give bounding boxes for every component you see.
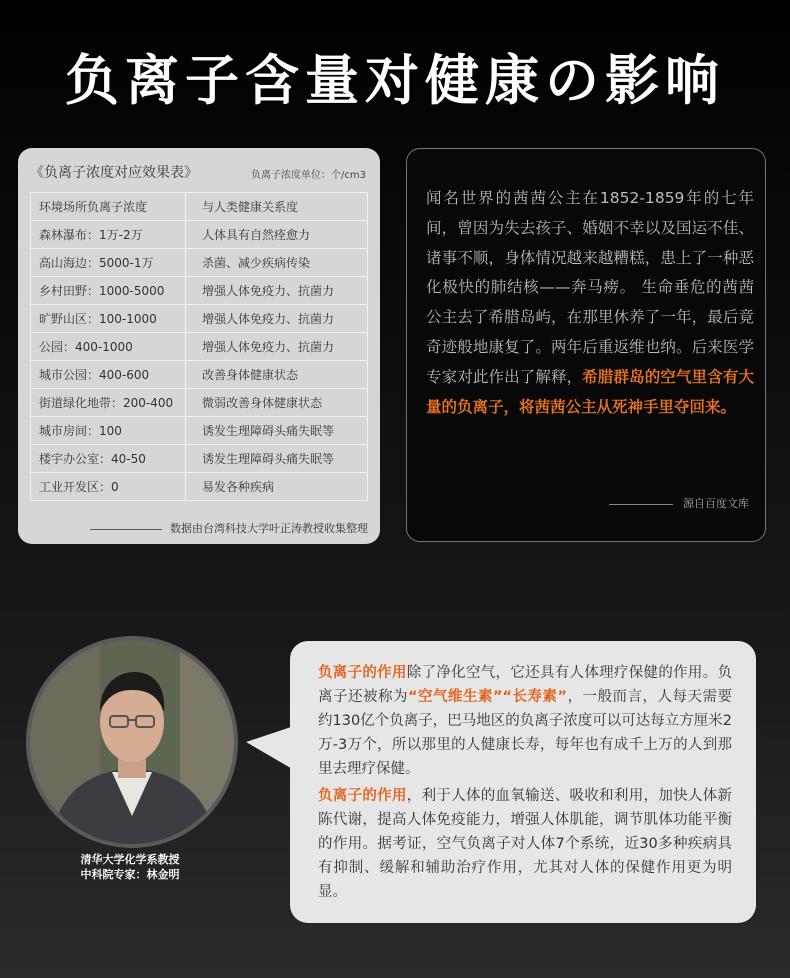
- page-title: 负离子含量对健康の影响: [65, 48, 725, 112]
- paragraph-label: 负离子的作用: [318, 788, 407, 804]
- term-longevity: “长寿素”: [502, 689, 568, 705]
- effect-table: [30, 192, 368, 501]
- cell-effect: 人体具有自然痊愈力: [186, 221, 368, 249]
- table-row: [31, 305, 368, 333]
- paragraph-text: 除了净化空气，它还具有人体理疗保健的作用。负离子还被称为: [318, 665, 733, 705]
- table-source: [18, 520, 368, 536]
- expert-photo: [26, 636, 238, 848]
- cell-effect: 杀菌、减少疾病传染: [186, 249, 368, 277]
- cell-effect: 改善身体健康状态: [186, 361, 368, 389]
- cell-concentration: 旷野山区：100-1000: [31, 305, 186, 333]
- cell-concentration: 森林瀑布：1万-2万: [31, 221, 186, 249]
- table-source-text: 数据由台湾科技大学叶正涛教授收集整理: [170, 522, 368, 535]
- bubble-paragraph-1: [318, 661, 732, 781]
- story-text: [426, 184, 754, 422]
- cell-concentration: 街道绿化地带：200-400: [31, 389, 186, 417]
- cell-effect: 诱发生理障碍头痛失眠等: [186, 417, 368, 445]
- cell-concentration: 城市公园：400-600: [31, 361, 186, 389]
- cell-effect: 增强人体免疫力、抗菌力: [186, 277, 368, 305]
- paragraph-text: ，一般而言，人每天需要约130亿个负离子，巴马地区的负离子浓度可以可达每立方厘米2万-3万个，所以那里的人健康长寿，每年也有成千上万的人到那里去理疗保健。: [318, 689, 733, 777]
- speech-bubble-tail: [246, 726, 294, 782]
- table-title: 《负离子浓度对应效果表》: [30, 165, 198, 181]
- divider-line: [609, 504, 673, 505]
- table-row: [31, 361, 368, 389]
- bubble-paragraph-2: [318, 784, 732, 904]
- term-air-vitamin: “空气维生素”: [407, 689, 503, 705]
- story-source: [609, 495, 749, 511]
- paragraph-text: ，利于人体的血氧输送、吸收和利用，加快人体新陈代谢，提高人体免疫能力，增强人体肌能，调节肌体功能平衡的作用。据考证，空气负离子对人体7个系统，近30多种疾病具有抑制、缓解和辅助治疗作用，尤其对人体的保健作用更为明显。: [318, 788, 733, 900]
- table-row: [31, 445, 368, 473]
- cell-concentration: 工业开发区：0: [31, 473, 186, 501]
- table-row: [31, 417, 368, 445]
- story-source-text: 源自百度文库: [683, 497, 749, 510]
- table-row: [31, 249, 368, 277]
- cell-effect: 诱发生理障碍头痛失眠等: [186, 445, 368, 473]
- story-card: [406, 148, 766, 542]
- table-header-row: [31, 193, 368, 221]
- person-portrait-icon: [30, 640, 234, 844]
- paragraph-label: 负离子的作用: [318, 665, 407, 681]
- cell-concentration: 楼宇办公室：40-50: [31, 445, 186, 473]
- effect-table-card: [18, 148, 380, 544]
- table-row: [31, 333, 368, 361]
- cell-concentration: 公园：400-1000: [31, 333, 186, 361]
- table-row: [31, 473, 368, 501]
- expert-title: 清华大学化学系教授: [80, 853, 180, 866]
- speech-bubble: [290, 641, 756, 923]
- expert-caption: [30, 852, 230, 882]
- column-header: 与人类健康关系度: [186, 193, 368, 221]
- unit-label: 负离子浓度单位：个/cm3: [251, 170, 366, 181]
- cell-concentration: 高山海边：5000-1万: [31, 249, 186, 277]
- story-highlight: 希腊群岛的空气里含有大量的负离子，将茜茜公主从死神手里夺回来。: [426, 367, 754, 416]
- cell-effect: 易发各种疾病: [186, 473, 368, 501]
- cell-concentration: 乡村田野：1000-5000: [31, 277, 186, 305]
- table-row: [31, 389, 368, 417]
- table-row: [31, 277, 368, 305]
- story-body: 闻名世界的茜茜公主在1852-1859年的七年间，曾因为失去孩子、婚姻不幸以及国运不佳、诸事不顺，身体情况越来越糟糕，患上了一种恶化极快的肺结核——奔马痨。 生命垂危的茜茜公主去了希腊岛屿，在那里休养了一年，最后竟奇迹般地康复了。两年后重返维也纳。后来医学专家对此作出了解释，: [426, 189, 754, 386]
- expert-name: 中科院专家：林金明: [80, 868, 180, 881]
- cell-effect: 微弱改善身体健康状态: [186, 389, 368, 417]
- cell-concentration: 城市房间：100: [31, 417, 186, 445]
- table-row: [31, 221, 368, 249]
- column-header: 环境场所负离子浓度: [31, 193, 186, 221]
- cell-effect: 增强人体免疫力、抗菌力: [186, 333, 368, 361]
- divider-line: [90, 529, 162, 530]
- cell-effect: 增强人体免疫力、抗菌力: [186, 305, 368, 333]
